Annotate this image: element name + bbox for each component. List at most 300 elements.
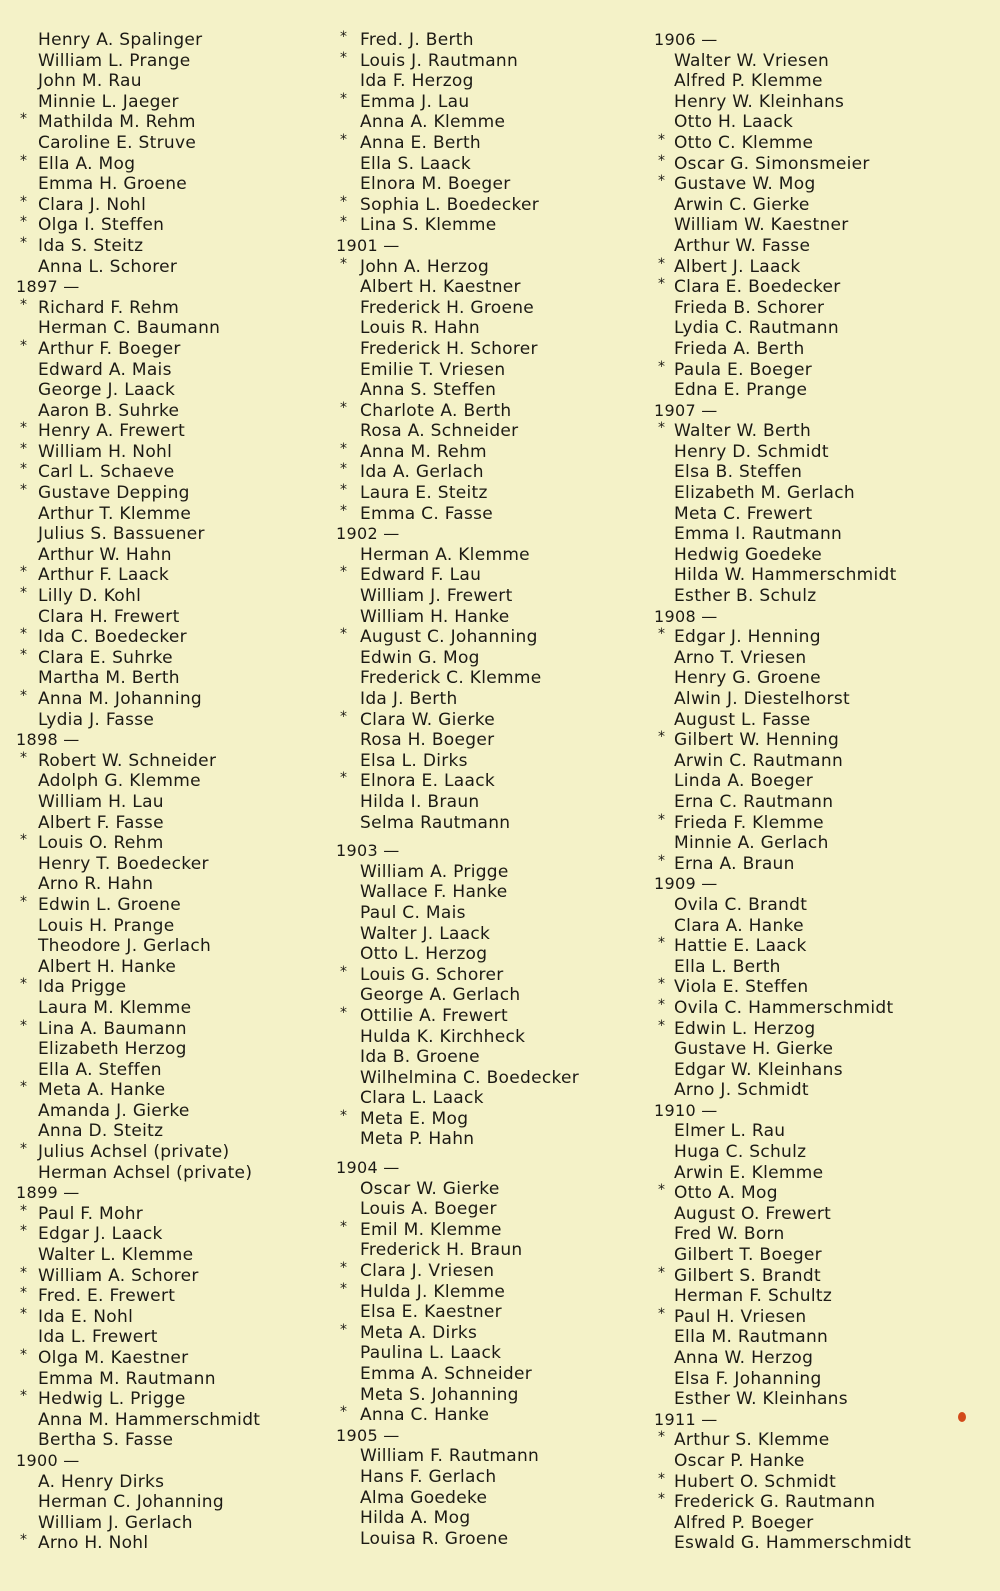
name-entry (14, 1307, 334, 1328)
name-entry (652, 1430, 992, 1451)
year-heading: 1910 — (654, 1100, 718, 1120)
name-text: Clara J. Vriesen (360, 1261, 495, 1282)
name-text: Elsa E. Kaestner (360, 1302, 502, 1323)
name-text: Sophia L. Boedecker (360, 194, 540, 215)
name-entry (334, 813, 654, 834)
name-text: Oscar P. Hanke (674, 1450, 805, 1471)
asterisk-mark: * (340, 502, 348, 519)
name-text: Wallace F. Hanke (360, 882, 508, 903)
name-entry (652, 1204, 992, 1225)
name-entry (14, 1266, 334, 1287)
name-entry (334, 195, 654, 216)
name-entry (334, 1446, 654, 1467)
name-entry (334, 380, 654, 401)
name-entry (14, 133, 334, 154)
name-entry (652, 936, 992, 957)
asterisk-mark: * (658, 996, 666, 1013)
name-text: Paul H. Vriesen (674, 1306, 807, 1327)
name-text: Anna M. Johanning (38, 689, 203, 709)
name-text: Henry A. Spalinger (38, 30, 203, 50)
name-entry (14, 833, 334, 854)
name-entry (334, 1006, 654, 1027)
name-text: Emma J. Lau (360, 91, 470, 112)
name-entry (652, 277, 992, 298)
asterisk-mark: * (658, 1491, 666, 1508)
name-entry (652, 668, 992, 689)
name-text: Olga I. Steffen (38, 215, 165, 236)
asterisk-mark: * (658, 1429, 666, 1446)
name-text: Hulda J. Klemme (360, 1281, 506, 1302)
name-entry (334, 1467, 654, 1488)
name-text: Lydia C. Rautmann (674, 318, 839, 339)
name-entry (652, 380, 992, 401)
name-text: Gilbert T. Boeger (674, 1245, 822, 1266)
name-text: Paula E. Boeger (674, 359, 813, 380)
name-entry (652, 1451, 992, 1472)
name-text: Edwin G. Mog (360, 647, 480, 668)
name-entry (652, 1348, 992, 1369)
name-entry (652, 1472, 992, 1493)
name-text: Clara J. Nohl (38, 194, 147, 215)
year-heading: 1898 — (16, 730, 80, 750)
name-text: Walter W. Vriesen (674, 50, 830, 71)
name-text: Paul C. Mais (360, 902, 466, 923)
name-entry (14, 977, 334, 998)
name-text: Emma I. Rautmann (674, 524, 843, 545)
asterisk-mark: * (340, 1107, 348, 1124)
name-text: Fred. E. Frewert (38, 1286, 176, 1307)
name-entry (14, 360, 334, 381)
asterisk-mark: * (20, 1347, 28, 1363)
name-entry (14, 545, 334, 566)
name-text: Adolph G. Klemme (38, 771, 201, 792)
name-text: William A. Prigge (360, 861, 509, 882)
year-heading: 1901 — (336, 235, 400, 255)
name-text: Ida S. Steitz (38, 235, 144, 256)
name-text: Anna S. Steffen (360, 380, 497, 401)
asterisk-mark: * (20, 1223, 28, 1240)
name-text: Elsa B. Steffen (674, 462, 803, 483)
name-entry (652, 813, 992, 834)
name-text: Hulda K. Kirchheck (360, 1026, 526, 1047)
name-text: Clara A. Hanke (674, 915, 804, 936)
name-text: Anna D. Steitz (38, 1121, 164, 1142)
name-entry (334, 1302, 654, 1323)
name-text: Paul F. Mohr (38, 1203, 144, 1224)
name-text: Herman C. Baumann (38, 318, 221, 339)
name-entry (14, 668, 334, 689)
name-entry (14, 771, 334, 792)
name-entry (652, 257, 992, 278)
name-entry (334, 648, 654, 669)
name-entry (652, 421, 992, 442)
name-text: Eswald G. Hammerschmidt (674, 1533, 912, 1554)
name-entry (334, 903, 654, 924)
name-entry (652, 442, 992, 463)
name-text: Herman C. Johanning (38, 1492, 224, 1513)
name-entry (334, 298, 654, 319)
asterisk-mark: * (20, 234, 28, 251)
name-text: Louis A. Boeger (360, 1199, 497, 1220)
name-text: Paulina L. Laack (360, 1343, 502, 1364)
name-entry (652, 339, 992, 360)
asterisk-mark: * (340, 482, 348, 499)
name-text: William L. Prange (38, 50, 191, 71)
name-text: Esther W. Kleinhans (674, 1389, 848, 1410)
year-heading: 1906 — (654, 30, 718, 49)
name-entry (14, 504, 334, 525)
name-entry (14, 1430, 334, 1451)
name-entry (652, 565, 992, 586)
asterisk-mark: * (20, 111, 28, 128)
name-entry (334, 1488, 654, 1509)
name-entry (334, 1027, 654, 1048)
name-entry (14, 792, 334, 813)
name-text: Selma Rautmann (360, 812, 511, 833)
name-text: Frieda B. Schorer (674, 297, 825, 318)
name-entry (14, 421, 334, 442)
name-text: Henry T. Boedecker (38, 853, 209, 874)
asterisk-mark: * (340, 131, 348, 148)
name-text: Edgar J. Henning (674, 627, 821, 648)
name-text: Meta P. Hahn (360, 1129, 475, 1150)
name-entry (14, 586, 334, 607)
name-entry (334, 1240, 654, 1261)
name-text: A. Henry Dirks (38, 1471, 165, 1492)
asterisk-mark: * (20, 482, 28, 499)
name-text: Emma A. Schneider (360, 1364, 533, 1384)
year-heading: 1900 — (16, 1450, 80, 1470)
name-text: Hedwig Goedeke (674, 544, 823, 565)
name-text: Carl L. Schaeve (38, 462, 175, 483)
name-text: Elsa F. Johanning (674, 1368, 822, 1389)
name-entry (652, 957, 992, 978)
name-entry (652, 545, 992, 566)
name-entry (334, 1282, 654, 1303)
name-entry (14, 442, 334, 463)
name-text: Elsa L. Dirks (360, 750, 468, 771)
name-entry (334, 1529, 654, 1550)
name-text: Walter W. Berth (674, 421, 812, 442)
name-text: Fred W. Born (674, 1224, 785, 1245)
name-text: Anna M. Rehm (360, 441, 487, 462)
name-text: Alma Goedeke (360, 1487, 488, 1508)
asterisk-mark: * (20, 337, 28, 354)
asterisk-mark: * (658, 626, 666, 643)
name-entry (14, 1060, 334, 1081)
name-entry (652, 1389, 992, 1410)
name-text: Frederick H. Groene (360, 297, 535, 318)
name-entry (334, 30, 654, 51)
name-text: Arthur W. Fasse (674, 235, 811, 256)
name-text: Laura M. Klemme (38, 997, 192, 1018)
name-entry (334, 1343, 654, 1364)
name-entry (334, 71, 654, 92)
name-entry (652, 483, 992, 504)
name-entry (652, 1019, 992, 1040)
name-text: Lina A. Baumann (38, 1018, 187, 1039)
name-entry (652, 895, 992, 916)
name-entry (334, 771, 654, 792)
name-entry (652, 133, 992, 154)
name-text: Meta C. Frewert (674, 503, 813, 524)
asterisk-mark: * (20, 461, 28, 478)
name-text: Ovila C. Hammerschmidt (674, 997, 894, 1018)
name-entry (652, 1039, 992, 1060)
name-entry (652, 215, 992, 236)
name-text: Ella A. Steffen (38, 1059, 162, 1080)
name-text: William H. Nohl (38, 441, 173, 462)
name-entry (334, 421, 654, 442)
name-entry (334, 133, 654, 154)
name-text: Emma M. Rautmann (38, 1368, 216, 1389)
name-entry (652, 730, 992, 751)
name-entry (14, 215, 334, 236)
name-text: Edward A. Mais (38, 359, 172, 380)
name-text: Louisa R. Groene (360, 1528, 509, 1549)
name-entry (334, 154, 654, 175)
name-text: Emma C. Fasse (360, 503, 494, 524)
name-entry (14, 1533, 334, 1554)
name-entry (334, 462, 654, 483)
name-entry (334, 730, 654, 751)
year-heading: 1911 — (654, 1409, 718, 1429)
asterisk-mark: * (340, 770, 348, 787)
asterisk-mark: * (658, 276, 666, 293)
asterisk-mark: * (658, 729, 666, 746)
name-text: Louis G. Schorer (360, 964, 504, 985)
name-entry (652, 1080, 992, 1101)
name-text: August L. Fasse (674, 709, 811, 730)
name-entry (334, 339, 654, 360)
name-text: George A. Gerlach (360, 985, 521, 1006)
name-text: Rosa H. Boeger (360, 730, 495, 751)
name-text: Gilbert S. Brandt (674, 1265, 821, 1286)
name-entry (14, 607, 334, 628)
name-text: Ida F. Herzog (360, 71, 474, 92)
name-text: Anna L. Schorer (38, 256, 178, 277)
name-entry (334, 174, 654, 195)
asterisk-mark: * (20, 214, 28, 231)
name-text: Theodore J. Gerlach (38, 936, 212, 957)
year-heading: 1899 — (16, 1183, 80, 1203)
name-entry (14, 1080, 334, 1101)
year-heading: 1905 — (336, 1425, 400, 1445)
name-entry (14, 30, 334, 51)
name-entry (652, 1286, 992, 1307)
asterisk-mark: * (658, 935, 666, 952)
name-text: Richard F. Rehm (38, 297, 180, 318)
name-text: Arno R. Hahn (38, 874, 154, 895)
spacer (334, 833, 654, 841)
name-entry (334, 1199, 654, 1220)
asterisk-mark: * (340, 708, 348, 725)
name-text: Amanda J. Gierke (38, 1100, 190, 1121)
name-entry (334, 1385, 654, 1406)
name-text: Mathilda M. Rehm (38, 112, 196, 133)
name-text: Meta E. Mog (360, 1108, 469, 1129)
name-entry (14, 1327, 334, 1348)
name-entry (14, 298, 334, 319)
name-text: Frederick C. Klemme (360, 668, 542, 689)
asterisk-mark: * (20, 1141, 28, 1158)
name-entry (14, 936, 334, 957)
name-text: Hans F. Gerlach (360, 1466, 497, 1487)
asterisk-mark: * (20, 1017, 28, 1034)
name-text: Robert W. Schneider (38, 750, 217, 771)
asterisk-mark: * (20, 585, 28, 602)
name-text: Emil M. Klemme (360, 1219, 502, 1240)
asterisk-mark: * (658, 1017, 666, 1034)
name-text: Emma H. Groene (38, 174, 188, 195)
name-entry (14, 1513, 334, 1534)
name-text: Gustave Depping (38, 483, 190, 504)
name-text: Hedwig L. Prigge (38, 1389, 186, 1410)
name-entry (14, 1204, 334, 1225)
name-entry (652, 71, 992, 92)
name-text: Huga C. Schulz (674, 1142, 807, 1163)
name-text: Emilie T. Vriesen (360, 359, 506, 380)
name-entry (334, 710, 654, 731)
name-text: Edwin L. Herzog (674, 1018, 816, 1039)
name-entry (14, 1389, 334, 1410)
asterisk-mark: * (340, 1218, 348, 1235)
name-text: Otto A. Mog (674, 1183, 778, 1204)
name-entry (14, 895, 334, 916)
name-entry (14, 174, 334, 195)
name-entry (652, 1492, 992, 1513)
name-entry (14, 916, 334, 937)
asterisk-mark: * (658, 976, 666, 993)
name-entry (334, 1129, 654, 1150)
name-text: Arthur S. Klemme (674, 1430, 830, 1451)
name-text: Arwin E. Klemme (674, 1162, 824, 1183)
column-1 (14, 30, 334, 1554)
name-entry (14, 318, 334, 339)
name-entry (334, 1323, 654, 1344)
year-heading: 1902 — (336, 524, 400, 544)
name-text: Hilda I. Braun (360, 791, 480, 812)
name-text: Clara H. Frewert (38, 606, 180, 627)
name-entry (14, 483, 334, 504)
asterisk-mark: * (340, 564, 348, 581)
asterisk-mark: * (658, 1470, 666, 1487)
name-text: Lina S. Klemme (360, 215, 497, 236)
name-text: Arthur T. Klemme (38, 503, 192, 524)
name-text: Julius Achsel (private) (38, 1142, 230, 1163)
name-entry (334, 924, 654, 945)
name-entry (652, 1245, 992, 1266)
asterisk-mark: * (340, 1321, 348, 1338)
name-entry (334, 668, 654, 689)
name-text: William F. Rautmann (360, 1446, 540, 1467)
asterisk-mark: * (20, 893, 28, 910)
name-text: Louis O. Rehm (38, 833, 164, 854)
name-text: George J. Laack (38, 380, 176, 401)
name-text: Elnora E. Laack (360, 771, 495, 792)
name-text: Fred. J. Berth (360, 30, 474, 50)
name-text: William J. Frewert (360, 586, 513, 607)
asterisk-mark: * (658, 852, 666, 869)
name-entry (334, 215, 654, 236)
name-text: Frieda A. Berth (674, 338, 805, 359)
name-entry (652, 504, 992, 525)
name-entry (334, 442, 654, 463)
name-text: Walter J. Laack (360, 923, 491, 944)
name-entry (652, 998, 992, 1019)
name-text: Ida E. Nohl (38, 1306, 134, 1327)
asterisk-mark: * (340, 1004, 348, 1021)
name-text: Minnie A. Gerlach (674, 833, 829, 854)
name-text: Viola E. Steffen (674, 977, 809, 998)
name-entry (652, 1266, 992, 1287)
name-text: Meta S. Johanning (360, 1384, 519, 1405)
name-entry (14, 565, 334, 586)
name-text: Louis R. Hahn (360, 318, 480, 339)
name-text: Ida Prigge (38, 977, 127, 998)
name-text: Laura E. Steitz (360, 483, 488, 504)
name-entry (652, 195, 992, 216)
name-text: Ida J. Berth (360, 689, 458, 709)
name-text: Anna M. Hammerschmidt (38, 1409, 261, 1430)
name-entry (14, 71, 334, 92)
name-entry (334, 257, 654, 278)
asterisk-mark: * (20, 1388, 28, 1405)
asterisk-mark: * (340, 214, 348, 231)
name-entry (652, 318, 992, 339)
name-text: Clara E. Suhrke (38, 647, 173, 668)
name-entry (334, 944, 654, 965)
name-text: Meta A. Dirks (360, 1322, 478, 1343)
name-text: Albert F. Fasse (38, 812, 164, 833)
asterisk-mark: * (340, 963, 348, 980)
name-entry (334, 1068, 654, 1089)
name-text: Esther B. Schulz (674, 586, 817, 607)
name-entry (14, 339, 334, 360)
name-entry (652, 1224, 992, 1245)
name-text: Albert H. Kaestner (360, 277, 521, 298)
name-entry (652, 648, 992, 669)
name-entry (14, 1492, 334, 1513)
asterisk-mark: * (20, 1079, 28, 1096)
name-entry (14, 1019, 334, 1040)
name-text: Henry A. Frewert (38, 421, 186, 442)
name-text: Olga M. Kaestner (38, 1348, 189, 1368)
asterisk-mark: * (20, 646, 28, 663)
name-text: Erna A. Braun (674, 853, 795, 874)
asterisk-mark: * (20, 152, 28, 169)
name-text: Elmer L. Rau (674, 1121, 786, 1142)
asterisk-mark: * (20, 1264, 28, 1281)
asterisk-mark: * (20, 626, 28, 643)
asterisk-mark: * (658, 811, 666, 828)
name-text: Hattie E. Laack (674, 936, 807, 957)
name-text: Edgar J. Laack (38, 1224, 163, 1245)
name-text: Julius S. Bassuener (38, 524, 205, 545)
name-text: Albert H. Hanke (38, 956, 177, 977)
name-text: Hilda W. Hammerschmidt (674, 565, 897, 586)
asterisk-mark: * (658, 1305, 666, 1322)
name-entry (652, 1060, 992, 1081)
name-entry (334, 360, 654, 381)
asterisk-mark: * (658, 358, 666, 375)
name-text: Bertha S. Fasse (38, 1430, 174, 1451)
name-entry (652, 92, 992, 113)
name-entry (652, 236, 992, 257)
asterisk-mark: * (658, 173, 666, 190)
name-entry (14, 1039, 334, 1060)
name-text: Clara W. Gierke (360, 709, 496, 730)
